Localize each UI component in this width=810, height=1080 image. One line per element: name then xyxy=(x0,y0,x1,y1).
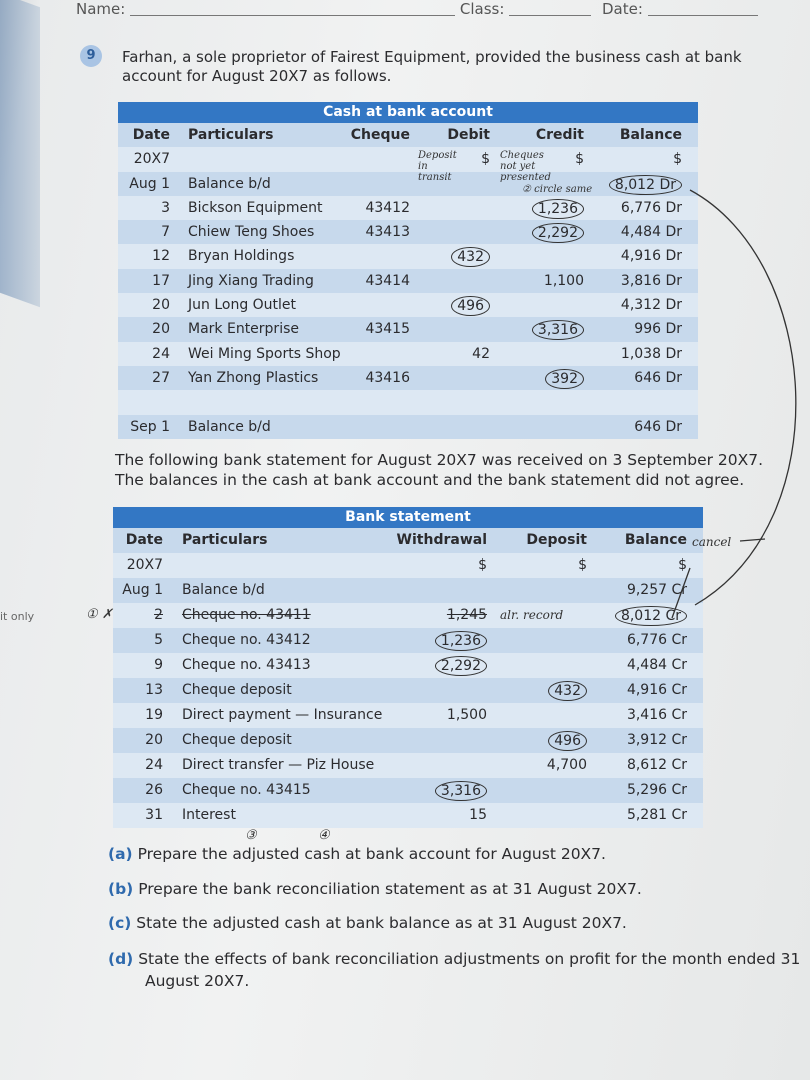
cell-balance: 3,416 Cr xyxy=(626,707,687,723)
cell-debit: 432 xyxy=(451,247,490,267)
cell-balance: Balance xyxy=(619,127,682,143)
task-text: State the effects of bank reconciliation adjustments on profit for the month ended 31 August 20X7. xyxy=(138,950,801,990)
cell-date: 27 xyxy=(152,369,170,386)
cell-balance: 646 Dr xyxy=(634,369,682,386)
cell-date: 2 xyxy=(154,607,163,623)
cell-date: 17 xyxy=(152,272,170,289)
cell-cheque: 43416 xyxy=(365,369,410,386)
annotation-three: ③ xyxy=(245,828,257,843)
cell-particulars: Cheque deposit xyxy=(182,732,292,748)
margin-text: it only xyxy=(0,610,35,623)
cell-particulars: Jing Xiang Trading xyxy=(188,272,314,289)
cell-balance: 3,912 Cr xyxy=(626,732,687,748)
task-label: (b) xyxy=(108,880,134,898)
cell-balance: 3,816 Dr xyxy=(620,272,682,289)
cell-debit: Debit xyxy=(447,127,490,143)
cell-credit: 392 xyxy=(545,369,584,389)
question-number: 9 xyxy=(80,45,102,67)
cell-particulars: Cheque no. 43415 xyxy=(182,782,311,798)
cell-date: 26 xyxy=(145,782,163,798)
task-a xyxy=(108,843,808,865)
cell-withdrawal: $ xyxy=(478,557,487,573)
cell-particulars: Interest xyxy=(182,807,236,823)
cell-particulars: Cheque no. 43412 xyxy=(182,632,311,648)
cell-balance: 4,916 Dr xyxy=(620,248,682,265)
cell-date: Aug 1 xyxy=(129,175,170,192)
cell-particulars: Bickson Equipment xyxy=(188,199,323,216)
cell-particulars: Yan Zhong Plastics xyxy=(188,369,319,386)
cell-balance: 646 Dr xyxy=(634,418,682,435)
cell-debit: $ xyxy=(481,151,490,168)
cell-date: 13 xyxy=(145,682,163,698)
cell-balance: 1,038 Dr xyxy=(620,345,682,362)
task-text: Prepare the adjusted cash at bank account for August 20X7. xyxy=(137,845,606,863)
cell-withdrawal: 2,292 xyxy=(435,656,487,676)
annotation-four: ④ xyxy=(318,828,330,843)
annotation-already-recorded: alr. record xyxy=(500,608,564,622)
cell-deposit: 432 xyxy=(548,681,587,701)
cell-cheque: Cheque xyxy=(350,127,410,143)
cell-balance: 996 Dr xyxy=(634,321,682,338)
task-d xyxy=(108,948,808,992)
cell-particulars: Balance b/d xyxy=(182,582,265,598)
cell-date: Aug 1 xyxy=(122,582,163,598)
cell-date: Date xyxy=(132,127,170,143)
cell-date: Sep 1 xyxy=(130,418,170,435)
cell-deposit: $ xyxy=(578,557,587,573)
cell-balance: 4,484 Cr xyxy=(626,657,687,673)
cell-withdrawal: 15 xyxy=(469,807,487,823)
cell-particulars: Cheque no. 43411 xyxy=(182,607,311,623)
cell-date: 7 xyxy=(161,224,170,241)
cell-balance: 9,257 Cr xyxy=(626,582,687,598)
question-text: Farhan, a sole proprietor of Fairest Equipment, provided the business cash at bank account for August 20X7 as follows. xyxy=(122,48,742,85)
cell-balance: 4,312 Dr xyxy=(620,297,682,314)
task-text: State the adjusted cash at bank balance as at 31 August 20X7. xyxy=(136,914,627,932)
cell-balance: 8,012 Cr xyxy=(615,606,687,626)
annotation-deposit-in-transit: Deposit in transit xyxy=(418,150,457,183)
cell-withdrawal: 1,500 xyxy=(446,707,487,723)
cell-balance: 4,916 Cr xyxy=(626,682,687,698)
cell-particulars: Particulars xyxy=(188,127,274,143)
cell-date: 20 xyxy=(152,297,170,314)
cell-credit: Credit xyxy=(535,127,584,143)
cell-date: 24 xyxy=(152,345,170,362)
cell-particulars: Chiew Teng Shoes xyxy=(188,224,315,241)
cell-date: 9 xyxy=(154,657,163,673)
cell-credit: 2,292 xyxy=(532,223,584,243)
cell-credit: 1,236 xyxy=(532,199,584,219)
annotation-one: ① ✗ xyxy=(86,607,113,622)
cell-particulars: Cheque no. 43413 xyxy=(182,657,311,673)
annotation-circle-same: ② circle same xyxy=(522,184,593,195)
cell-particulars: Jun Long Outlet xyxy=(188,297,297,314)
annotation-cancel: cancel xyxy=(692,535,732,549)
cell-credit: 1,100 xyxy=(543,272,584,289)
cell-particulars: Balance b/d xyxy=(188,418,271,435)
cell-deposit: 496 xyxy=(548,731,587,751)
task-label: (a) xyxy=(108,845,133,863)
cell-balance: 6,776 Dr xyxy=(620,199,682,216)
date-label: Date: xyxy=(601,0,643,18)
cell-balance: 8,012 Dr xyxy=(609,175,682,195)
cell-balance: 5,281 Cr xyxy=(626,807,687,823)
cell-particulars: Bryan Holdings xyxy=(188,248,295,265)
task-label: (c) xyxy=(108,914,132,932)
cell-balance: 8,612 Cr xyxy=(626,757,687,773)
cell-cheque: 43412 xyxy=(365,199,410,216)
cell-particulars: Direct payment — Insurance xyxy=(182,707,383,723)
task-b xyxy=(108,878,808,900)
cell-cheque: 43413 xyxy=(365,224,410,241)
cell-particulars: Cheque deposit xyxy=(182,682,292,698)
statement-intro: The following bank statement for August 20X7 was received on 3 September 20X7. The balances in the cash at bank account and the bank statement did not agree. xyxy=(115,451,764,489)
cash-table-title: Cash at bank account xyxy=(118,102,698,123)
cell-debit: 42 xyxy=(472,345,490,362)
cell-date: 3 xyxy=(161,199,170,216)
cell-date: 5 xyxy=(154,632,163,648)
cell-debit: 496 xyxy=(451,296,490,316)
cell-date: 31 xyxy=(145,807,163,823)
cell-particulars: Direct transfer — Piz House xyxy=(182,757,375,773)
cell-particulars: Balance b/d xyxy=(188,175,271,192)
cell-date: 20 xyxy=(145,732,163,748)
cell-balance: 6,776 Cr xyxy=(626,632,687,648)
class-label: Class: xyxy=(459,0,505,18)
cell-balance: 5,296 Cr xyxy=(626,782,687,798)
cell-withdrawal: 1,236 xyxy=(435,631,487,651)
task-text: Prepare the bank reconciliation statement as at 31 August 20X7. xyxy=(138,880,642,898)
cell-cheque: 43415 xyxy=(365,321,410,338)
cell-balance: $ xyxy=(678,557,687,573)
cell-balance: 4,484 Dr xyxy=(620,224,682,241)
cell-deposit: Deposit xyxy=(526,532,587,548)
cell-date: 20X7 xyxy=(126,557,163,573)
cell-date: 12 xyxy=(152,248,170,265)
cell-withdrawal: Withdrawal xyxy=(396,532,487,548)
bank-table-title: Bank statement xyxy=(113,507,703,528)
cell-date: 19 xyxy=(145,707,163,723)
cell-date: Date xyxy=(125,532,163,548)
name-label: Name: xyxy=(76,0,126,18)
cell-balance: $ xyxy=(673,151,682,168)
annotation-cheques-not-presented: Cheques not yet presented xyxy=(500,150,551,183)
cell-balance: Balance xyxy=(624,532,687,548)
task-label: (d) xyxy=(108,950,134,968)
task-c xyxy=(108,912,808,934)
cell-particulars: Wei Ming Sports Shop xyxy=(188,345,341,362)
cell-date: 20 xyxy=(152,321,170,338)
cell-particulars: Mark Enterprise xyxy=(188,321,299,338)
cell-deposit: 4,700 xyxy=(546,757,587,773)
cell-particulars: Particulars xyxy=(182,532,268,548)
cell-withdrawal: 3,316 xyxy=(435,781,487,801)
cell-withdrawal: 1,245 xyxy=(446,607,487,623)
cell-credit: 3,316 xyxy=(532,320,584,340)
cell-date: 24 xyxy=(145,757,163,773)
cell-credit: $ xyxy=(575,151,584,168)
cell-cheque: 43414 xyxy=(365,272,410,289)
cell-date: 20X7 xyxy=(133,151,170,168)
